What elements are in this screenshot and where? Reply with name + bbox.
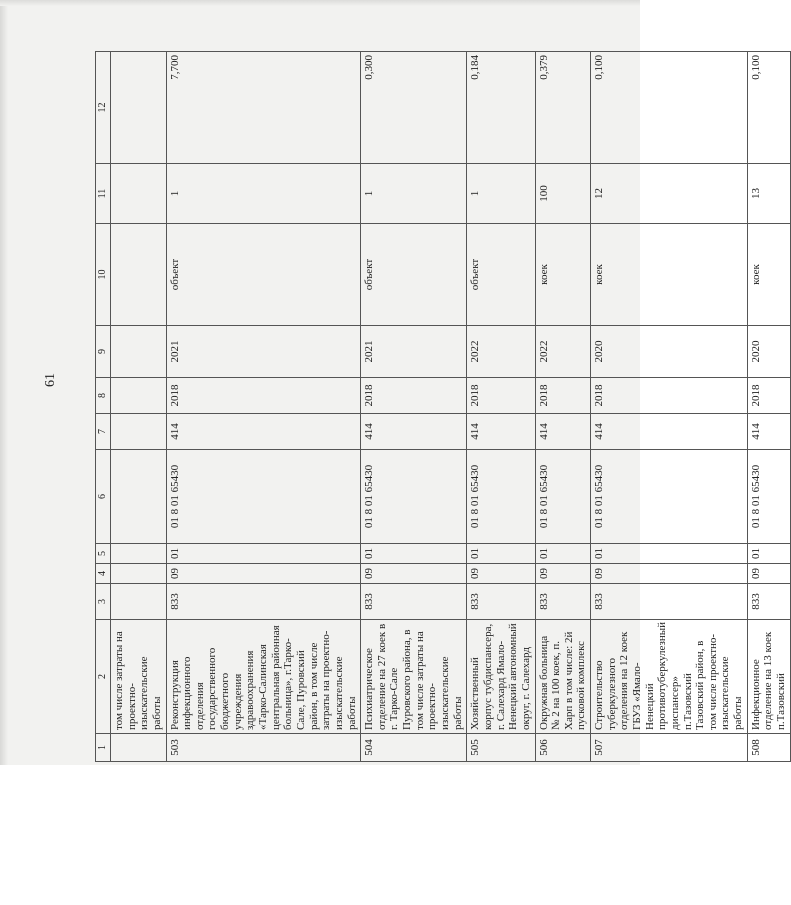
cell-c7: 414 [361,414,467,450]
cell-c6: 01 8 01 65430 [361,450,467,544]
cell-c8: 2018 [361,378,467,414]
cell-c6: 01 8 01 65430 [591,450,748,544]
row-number: 503 [166,734,361,762]
budget-table [95,51,791,762]
cell-c4: 09 [591,564,748,584]
cell-c3: 833 [467,584,535,620]
table-row [467,52,535,762]
page-number-text: 61 [43,373,58,387]
cell-c11: 13 [747,164,790,224]
cell-c3 [111,584,167,620]
cell-c11: 12 [591,164,748,224]
cell-c5 [111,544,167,564]
cell-c6: 01 8 01 65430 [166,450,361,544]
cell-c10: объект [166,224,361,326]
cell-c10: коек [747,224,790,326]
row-number: 504 [361,734,467,762]
cell-c9: 2020 [591,326,748,378]
cell-c6 [111,450,167,544]
header-cell: 11 [96,164,111,224]
table-row [591,52,748,762]
cell-c7: 414 [591,414,748,450]
cell-c4: 09 [361,564,467,584]
cell-c11: 1 [166,164,361,224]
header-cell: 4 [96,564,111,584]
header-cell: 3 [96,584,111,620]
cell-c4: 09 [467,564,535,584]
table-rotated-wrapper [95,52,788,762]
header-cell: 5 [96,544,111,564]
table-rotated-inner [95,52,788,762]
cell-c9: 2022 [467,326,535,378]
header-cell: 6 [96,450,111,544]
cell-c5: 01 [361,544,467,564]
cell-c7: 414 [467,414,535,450]
cell-c4: 09 [747,564,790,584]
object-name: Хозяйственный корпус тубдиспансера, г. Салехард Ямало-Ненецкий автономный округ, г. Салехард [467,620,535,734]
cell-c9 [111,326,167,378]
page-top-edge [0,0,640,6]
cell-c4 [111,564,167,584]
cell-c5: 01 [166,544,361,564]
row-number: 507 [591,734,748,762]
table-row [111,52,167,762]
table-row [361,52,467,762]
row-number [111,734,167,762]
cell-c3: 833 [361,584,467,620]
cell-c11: 1 [361,164,467,224]
cell-c7: 414 [747,414,790,450]
row-number: 505 [467,734,535,762]
cell-c12: 7,700 [166,52,361,164]
header-cell: 12 [96,52,111,164]
cell-c8: 2018 [535,378,591,414]
cell-c9: 2021 [166,326,361,378]
cell-c5: 01 [467,544,535,564]
cell-c8 [111,378,167,414]
cell-c10: объект [467,224,535,326]
cell-c6: 01 8 01 65430 [535,450,591,544]
cell-c12: 0,379 [535,52,591,164]
cell-c10: объект [361,224,467,326]
cell-c9: 2020 [747,326,790,378]
cell-c12 [111,52,167,164]
header-cell: 1 [96,734,111,762]
cell-c3: 833 [591,584,748,620]
cell-c8: 2018 [747,378,790,414]
cell-c5: 01 [591,544,748,564]
cell-c11 [111,164,167,224]
cell-c4: 09 [535,564,591,584]
cell-c7 [111,414,167,450]
table-row [166,52,361,762]
header-cell: 8 [96,378,111,414]
cell-c10: коек [535,224,591,326]
header-cell: 9 [96,326,111,378]
table-row [535,52,591,762]
cell-c8: 2018 [166,378,361,414]
cell-c10 [111,224,167,326]
cell-c12: 0,184 [467,52,535,164]
cell-c8: 2018 [467,378,535,414]
object-name: Реконструкция инфекционного отделения государственного бюджетного учреждения здравоохранения «Тарко-Салинская центральная районная больница», г.Тарко-Сале, Пуровский район, в том числе затраты на проектно-изыскательские работы [166,620,361,734]
cell-c4: 09 [166,564,361,584]
cell-c6: 01 8 01 65430 [747,450,790,544]
cell-c12: 0,100 [591,52,748,164]
object-name: Психиатрическое отделение на 27 коек в г. Тарко-Сале Пуровского района, в том числе затраты на проектно-изыскательские работы [361,620,467,734]
cell-c10: коек [591,224,748,326]
table-header-row [96,52,111,762]
cell-c3: 833 [166,584,361,620]
page-shadow-edge [0,0,8,765]
cell-c5: 01 [535,544,591,564]
row-number: 506 [535,734,591,762]
cell-c12: 0,300 [361,52,467,164]
cell-c8: 2018 [591,378,748,414]
object-name: Окружная больница № 2 на 100 коек, п. Харп в том числе: 2й пусковой комплекс [535,620,591,734]
cell-c7: 414 [535,414,591,450]
cell-c7: 414 [166,414,361,450]
cell-c9: 2022 [535,326,591,378]
table-row [747,52,790,762]
object-name: том числе затраты на проектно-изыскательские работы [111,620,167,734]
cell-c3: 833 [747,584,790,620]
header-cell: 2 [96,620,111,734]
header-cell: 10 [96,224,111,326]
object-name: Строительство туберкулезного отделения на 12 коек ГБУЗ «Ямало-Ненецкий противотуберкулезный диспансер» п.Тазовский Тазовский район, в том числе проектно-изыскательские работы [591,620,748,734]
cell-c3: 833 [535,584,591,620]
cell-c11: 100 [535,164,591,224]
cell-c6: 01 8 01 65430 [467,450,535,544]
cell-c5: 01 [747,544,790,564]
row-number: 508 [747,734,790,762]
cell-c12: 0,100 [747,52,790,164]
header-cell: 7 [96,414,111,450]
object-name: Инфекционное отделение на 13 коек п.Тазовский [747,620,790,734]
cell-c11: 1 [467,164,535,224]
cell-c9: 2021 [361,326,467,378]
